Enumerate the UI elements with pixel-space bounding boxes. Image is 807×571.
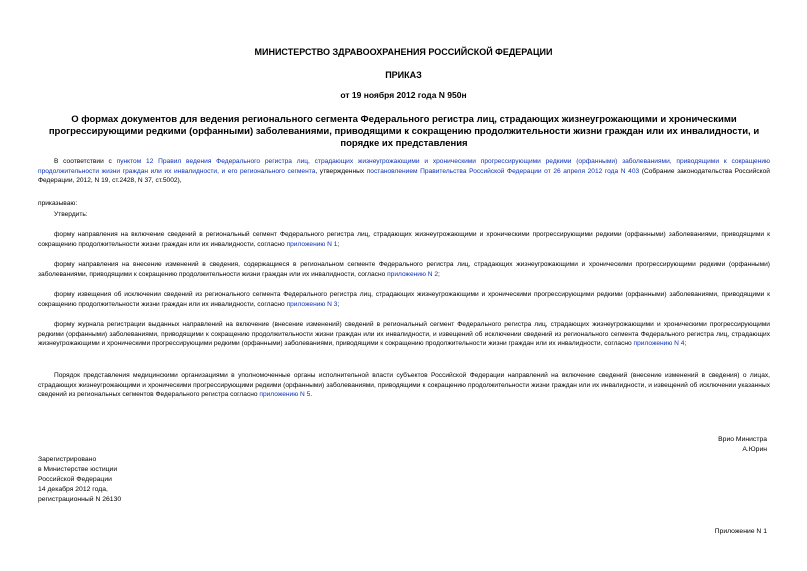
registration-block	[38, 455, 121, 505]
ministry-title: МИНИСТЕРСТВО ЗДРАВООХРАНЕНИЯ РОССИЙСКОЙ ФЕДЕРАЦИИ	[254, 47, 553, 57]
item-end: .	[310, 391, 313, 398]
appendix-5-link[interactable]: приложению N 5	[259, 391, 311, 398]
document-date: от 19 ноября 2012 года N 950н	[340, 90, 467, 100]
item-end: ;	[684, 340, 687, 347]
intro-middle: , утвержденных	[315, 167, 367, 175]
item-text: форму журнала регистрации выданных направлений на включение (внесение изменений) сведений в региональный сегмент Федерального регистра лиц, страдающих жизнеугрожающими и хроническими прогрессирующими редкими (орфанными) заболеваниями, приводящими к сокращению продолжительности жизни граждан или их инвалидности, и извещений об исключении сведений из регионального сегмента Федерального регистра лиц, страдающих жизнеугрожающими и хроническими прогрессирующими редкими (орфанными) заболеваниями, приводящими к сокращению продолжительности жизни граждан или их инвалидности, согласно	[38, 321, 770, 347]
list-item	[38, 260, 770, 279]
appendix-2-link[interactable]: приложению N 2	[387, 270, 438, 278]
list-item	[38, 371, 770, 400]
appendix-label: Приложение N 1	[714, 528, 767, 535]
item-text: форму извещения об исключении сведений из регионального сегмента Федерального регистра лиц, страдающих жизнеугрожающими и хроническими прогрессирующими редкими (орфанными) заболеваниями, приводящими к сокращению продолжительности жизни граждан или их инвалидности, согласно	[38, 291, 770, 308]
list-item	[38, 230, 770, 249]
document-type: ПРИКАЗ	[385, 70, 422, 80]
order-word: приказываю:	[38, 200, 78, 207]
appendix-1-link[interactable]: приложению N 1	[286, 240, 338, 248]
registration-line: в Министерстве юстиции	[38, 466, 118, 473]
intro-suffix: (Собрание законодательства Российской Федерации, 2012, N 19, ст.2428, N 37, ст.5002),	[38, 167, 770, 184]
appendix-3-link[interactable]: приложению N 3	[286, 300, 338, 308]
item-text: форму направления на внесение изменений в сведения, содержащиеся в региональном сегменте Федерального регистра лиц, страдающих жизнеугрожающими и хроническими прогрессирующими редкими (орфанными) заболеваниями, приводящими к сокращению продолжительности жизни граждан или их инвалидности, согласно	[38, 261, 770, 278]
approve-word: Утвердить:	[54, 211, 88, 218]
registration-line: 14 декабря 2012 года,	[38, 486, 108, 493]
registration-line: регистрационный N 26130	[38, 496, 122, 503]
list-item	[38, 290, 770, 309]
list-item	[38, 320, 770, 349]
intro-paragraph	[38, 157, 770, 186]
resolution-link[interactable]: постановлением Правительства Российской Федерации от 26 апреля 2012 года N 403	[366, 167, 640, 175]
document-subject: О формах документов для ведения регионального сегмента Федерального регистра лиц, страдающих жизнеугрожающими и хроническими прогрессирующими редкими (орфанными) заболеваниями, приводящими к сокращению продолжительности жизни граждан или их инвалидности, и порядке их представления	[48, 114, 760, 149]
item-text: форму направления на включение сведений в региональный сегмент Федерального регистра лиц, страдающих жизнеугрожающими и хроническими прогрессирующими редкими (орфанными) заболеваниями, приводящими к сокращению продолжительности жизни граждан или их инвалидности, согласно	[38, 231, 770, 248]
intro-prefix: В соответствии с	[54, 158, 117, 165]
item-end: ;	[337, 300, 340, 308]
item-end: ;	[438, 270, 440, 278]
rules-link[interactable]: пунктом 12 Правил ведения Федерального регистра лиц, страдающих жизнеугрожающими и хроническими прогрессирующими редкими (орфанными) заболеваниями, приводящими к сокращению продолжительности жизни граждан или их инвалидности, и его регионального сегмента	[38, 158, 770, 175]
item-end: ;	[337, 240, 340, 248]
appendix-4-link[interactable]: приложению N 4	[633, 340, 685, 347]
registration-line: Зарегистрировано	[38, 456, 97, 463]
signatory-name: А.Юрин	[742, 446, 767, 453]
signatory-position: Врио Министра	[718, 436, 767, 443]
registration-line: Российской Федерации	[38, 476, 112, 483]
item-text: Порядок представления медицинскими организациями в уполномоченные органы исполнительной власти субъектов Российской Федерации направлений на включение сведений (внесение изменений в сведения) о лицах, страдающих жизнеугрожающими и хроническими прогрессирующими редкими (орфанными) заболеваниями, приводящими к сокращению продолжительности жизни граждан или их инвалидности, и извещений об исключении указанных сведений из региональных сегментов Федерального регистра согласно	[38, 372, 770, 398]
